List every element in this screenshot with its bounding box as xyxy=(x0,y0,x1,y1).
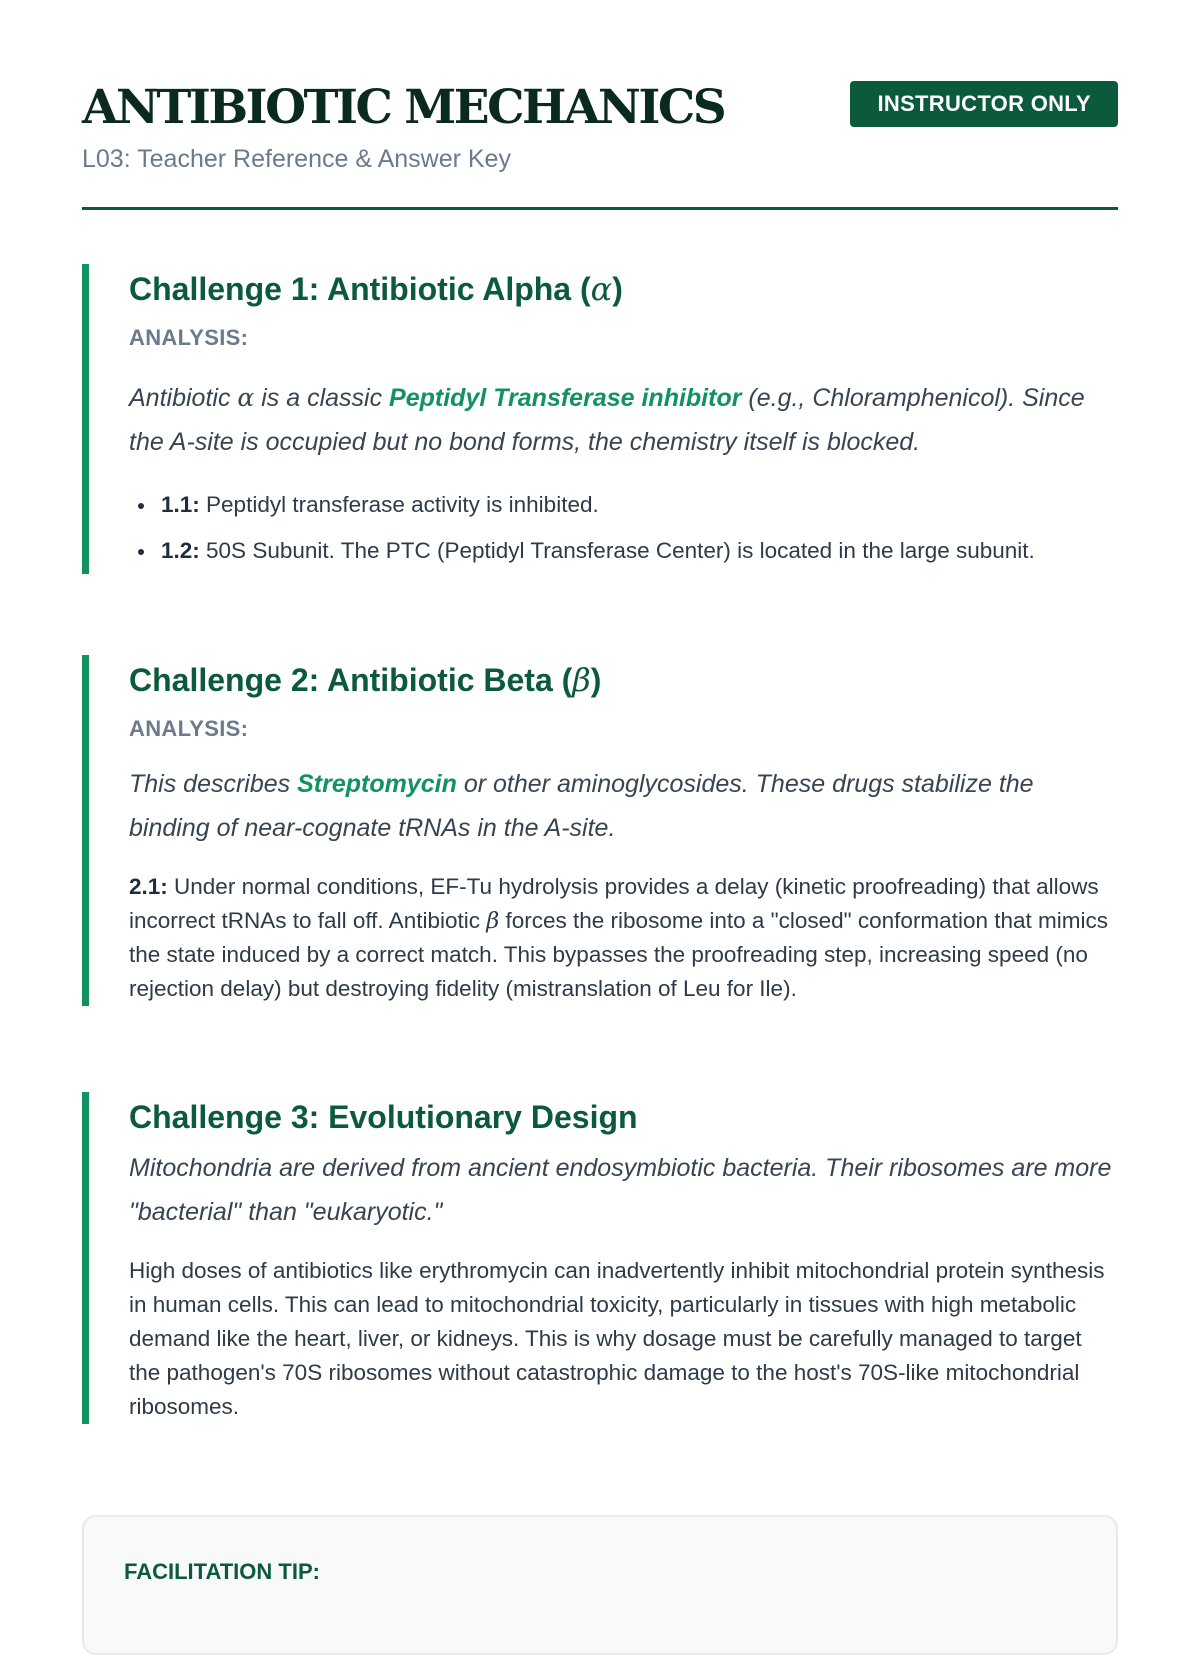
challenge-1-answers xyxy=(129,482,1118,574)
facilitation-tip-label: FACILITATION TIP: xyxy=(124,1559,320,1584)
answer-1-1-label: 1.1: xyxy=(161,492,200,518)
challenge-2-analysis-label: ANALYSIS: xyxy=(129,716,249,742)
instructor-only-badge: INSTRUCTOR ONLY xyxy=(850,81,1118,127)
challenge-1-analysis-label: ANALYSIS: xyxy=(129,325,249,351)
challenge-1-section xyxy=(82,264,1118,574)
answer-2-1-label: 2.1: xyxy=(129,874,168,900)
challenge-3-title: Challenge 3: Evolutionary Design xyxy=(129,1099,638,1135)
beta-symbol-inline: β xyxy=(486,908,500,935)
challenge-1-lead-mid: is a classic xyxy=(254,384,390,413)
answer-1-2-label: 1.2: xyxy=(161,538,200,564)
challenge-3-lead: Mitochondria are derived from ancient endosymbiotic bacteria. Their ribosomes are more "bacterial" than "eukaryotic." xyxy=(129,1154,1112,1227)
challenge-1-title-close: ) xyxy=(612,271,623,307)
challenge-1-title xyxy=(129,264,1118,308)
facilitation-tip-box xyxy=(82,1515,1118,1655)
answer-1-2-text: 50S Subunit. The PTC (Peptidyl Transferase Center) is located in the large subunit. xyxy=(199,538,1035,564)
answer-1-1-text: Peptidyl transferase activity is inhibited. xyxy=(199,492,599,518)
challenge-2-analysis-text xyxy=(129,762,1118,850)
answer-2-1 xyxy=(129,870,1118,1006)
answer-1-2 xyxy=(161,528,1118,574)
challenge-1-lead-post: (e.g., Chloramphenicol). Since the A-site is occupied but no bond forms, the chemistry itself is blocked. xyxy=(129,384,1085,457)
challenge-2-lead-pre: This describes xyxy=(129,770,298,799)
answer-1-1 xyxy=(161,482,1118,528)
beta-symbol: β xyxy=(572,661,591,699)
answer-2-1-text-pre: Under normal conditions, EF-Tu hydrolysis provides a delay (kinetic proofreading) that allows incorrect tRNAs to fall off. Antibiotic xyxy=(129,874,1099,934)
challenge-3-body: High doses of antibiotics like erythromycin can inadvertently inhibit mitochondrial protein synthesis in human cells. This can lead to mitochondrial toxicity, particularly in tissues with high metabolic demand like the heart, liver, or kidneys. This is why dosage must be carefully managed to target the pathogen's 70S ribosomes without catastrophic damage to the host's 70S-like mitochondrial ribosomes. xyxy=(129,1258,1105,1420)
challenge-1-highlight: Peptidyl Transferase inhibitor xyxy=(389,384,742,413)
challenge-2-lead-post: or other aminoglycosides. These drugs stabilize the binding of near-cognate tRNAs in the A-site. xyxy=(129,770,1034,843)
challenge-3-section xyxy=(82,1092,1118,1424)
answer-2-1-text-post: forces the ribosome into a "closed" conformation that mimics the state induced by a correct match. This bypasses the proofreading step, increasing speed (no rejection delay) but destroying fidelity (mistranslation of Leu for Ile). xyxy=(129,908,1108,1002)
challenge-1-lead-pre: Antibiotic xyxy=(129,384,238,413)
challenge-2-section xyxy=(82,655,1118,1006)
challenge-2-title xyxy=(129,655,1118,699)
alpha-symbol-inline: α xyxy=(237,383,255,413)
challenge-1-title-text: Challenge 1: Antibiotic Alpha ( xyxy=(129,271,591,307)
page-header xyxy=(82,0,1118,210)
challenge-2-title-close: ) xyxy=(590,662,602,698)
challenge-2-title-text: Challenge 2: Antibiotic Beta ( xyxy=(129,662,573,698)
challenge-2-highlight: Streptomycin xyxy=(297,770,457,799)
page-title: ANTIBIOTIC MECHANICS xyxy=(82,80,725,135)
challenge-1-analysis-text xyxy=(129,376,1118,464)
alpha-symbol: α xyxy=(590,270,613,308)
page-subtitle: L03: Teacher Reference & Answer Key xyxy=(82,145,511,173)
